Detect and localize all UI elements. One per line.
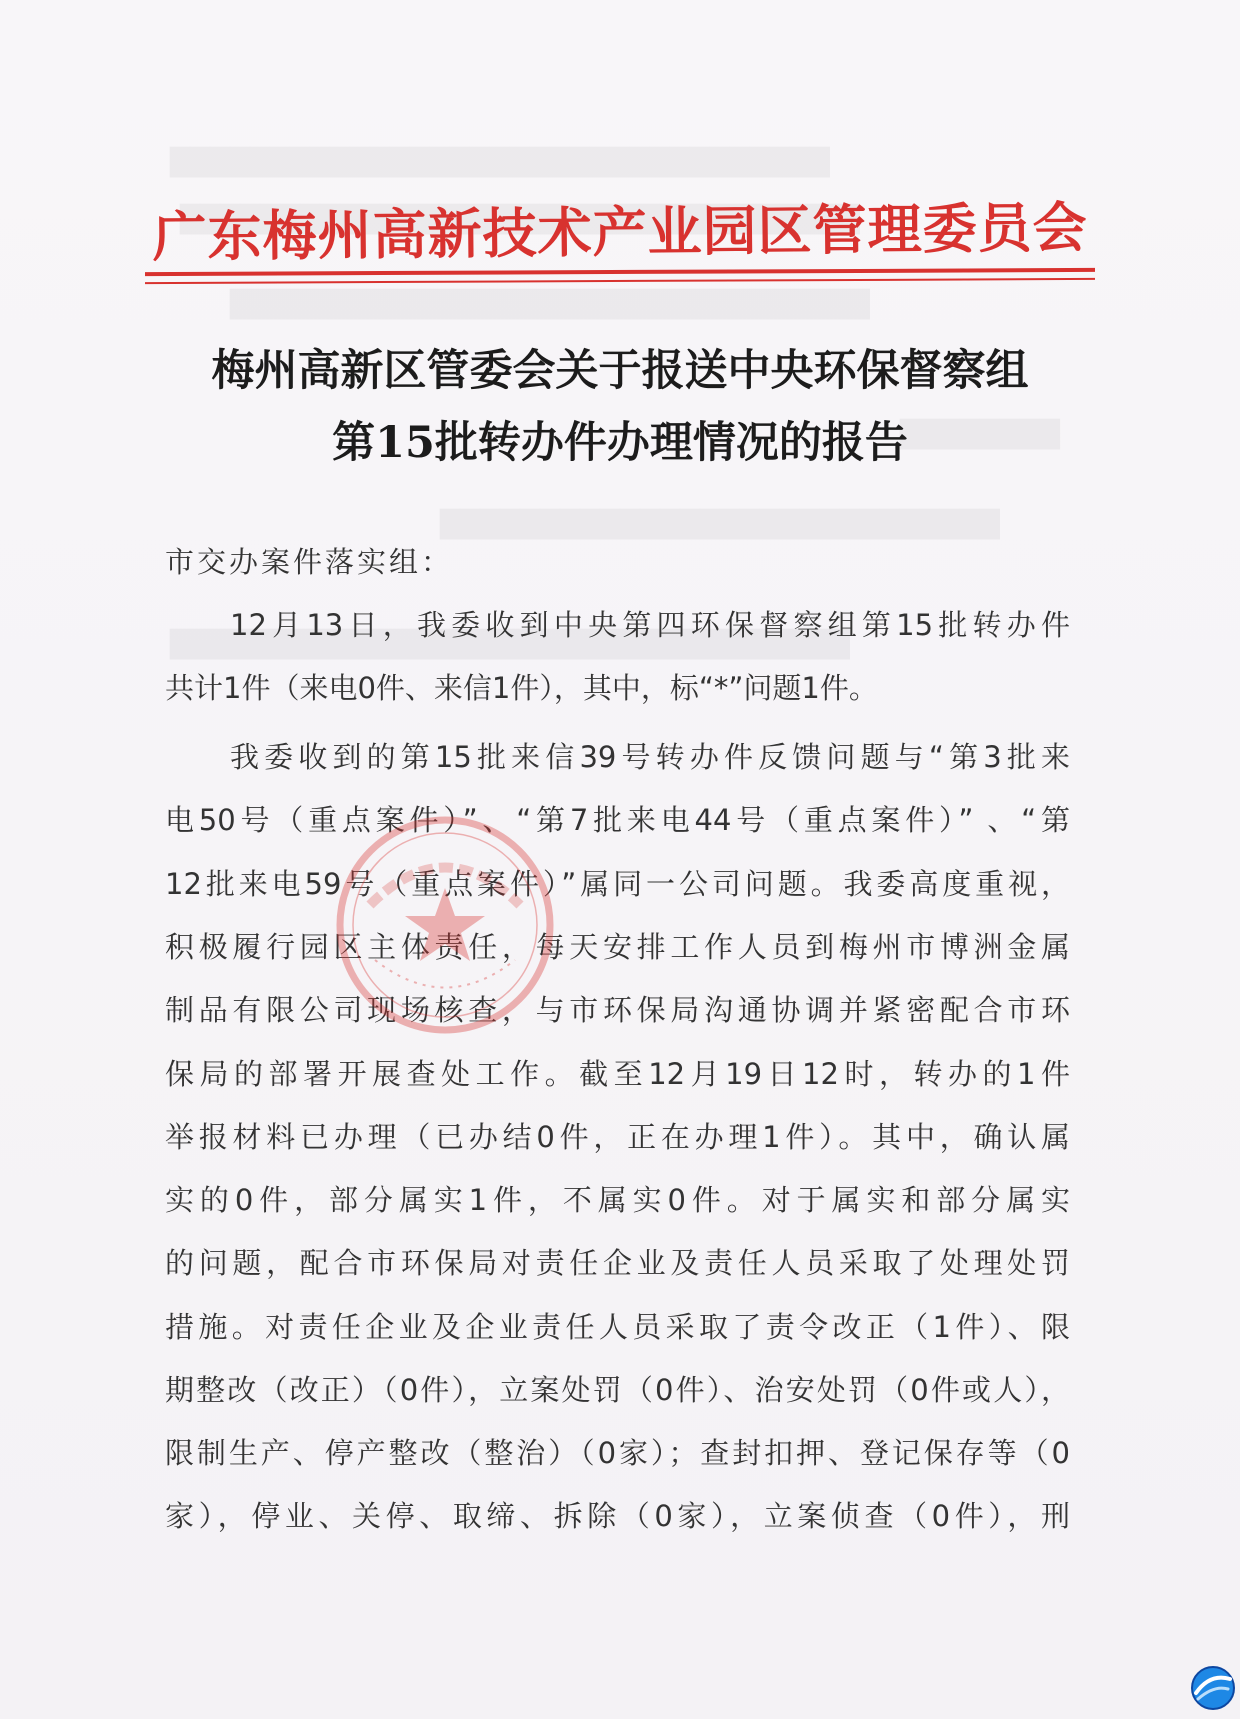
document-title-line-2: 第15批转办件办理情况的报告	[332, 418, 908, 468]
show-through-text	[440, 510, 1000, 540]
paragraph-line: 我委收到的第15批来信39号转办件反馈问题与“第3批来	[230, 740, 1070, 774]
paragraph-line: 实的0件，部分属实1件，不属实0件。对于属实和部分属实	[165, 1183, 1070, 1217]
paragraph-line: 限制生产、停产整改（整治）（0家）；查封扣押、登记保存等（0	[165, 1436, 1070, 1470]
paragraph-line: 举报材料已办理（已办结0件，正在办理1件）。其中，确认属	[165, 1120, 1070, 1154]
paragraph-line: 保局的部署开展查处工作。截至12月19日12时，转办的1件	[165, 1057, 1070, 1091]
paragraph-line: 的问题，配合市环保局对责任企业及责任人员采取了处理处罚	[165, 1246, 1070, 1280]
salutation: 市交办案件落实组：	[165, 545, 454, 579]
paragraph-line: 电50号（重点案件）”、“第7批来电44号（重点案件）” 、“第	[165, 803, 1070, 837]
paragraph-line: 期整改（改正）（0件），立案处罚（0件）、治安处罚（0件或人），	[165, 1373, 1070, 1407]
paragraph-line: 制品有限公司现场核查，与市环保局沟通协调并紧密配合市环	[165, 993, 1070, 1027]
document-title-line-1: 梅州高新区管委会关于报送中央环保督察组	[211, 346, 1029, 396]
header-divider-thin	[145, 278, 1095, 284]
show-through-text	[230, 290, 870, 320]
paragraph-line: 措施。对责任企业及企业责任人员采取了责令改正（1件）、限	[165, 1310, 1070, 1344]
paragraph-line: 12批来电59号（重点案件）”属同一公司问题。我委高度重视，	[165, 867, 1070, 901]
document-title	[130, 335, 1110, 479]
corner-logo-icon	[1190, 1665, 1236, 1711]
paragraph-line: 共计1件（来电0件、来信1件），其中，标“*”问题1件。	[165, 671, 878, 705]
show-through-text	[170, 148, 830, 178]
issuing-organization: 广东梅州高新技术产业园区管理委员会	[152, 195, 1088, 269]
paragraph-line: 12月13日，我委收到中央第四环保督察组第15批转办件	[230, 608, 1070, 642]
paragraph-line: 家），停业、关停、取缔、拆除（0家），立案侦查（0件），刑	[165, 1499, 1070, 1533]
paragraph-line: 积极履行园区主体责任，每天安排工作人员到梅州市博洲金属	[165, 930, 1070, 964]
